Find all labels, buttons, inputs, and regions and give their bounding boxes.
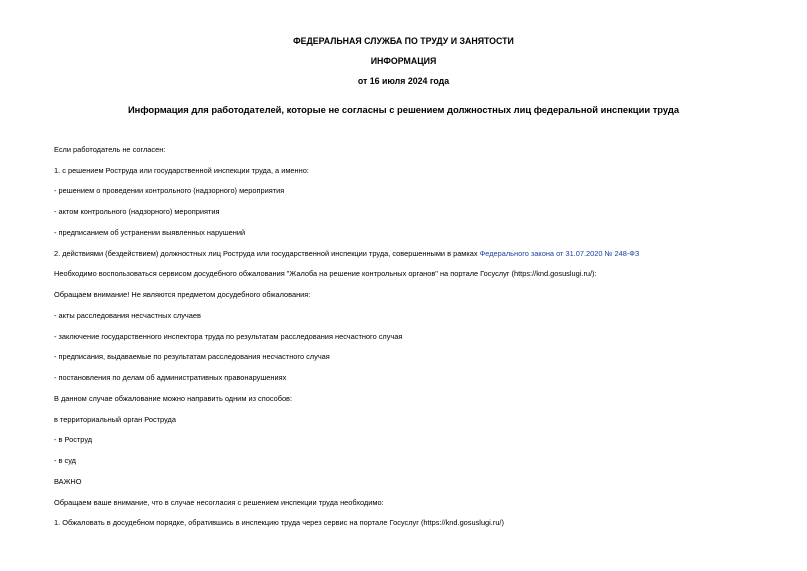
document-type: ИНФОРМАЦИЯ bbox=[370, 56, 437, 66]
list-item: - предписания, выдаваемые по результатам расследования несчастного случая bbox=[54, 352, 330, 361]
paragraph: Если работодатель не согласен: bbox=[54, 145, 166, 154]
paragraph: 1. с решением Роструда или государственной инспекции труда, а именно: bbox=[54, 166, 309, 175]
list-item: в территориальный орган Роструда bbox=[54, 415, 176, 424]
paragraph: Обращаем ваше внимание, что в случае несогласия с решением инспекции труда необходимо: bbox=[54, 498, 384, 507]
document-date: от 16 июля 2024 года bbox=[357, 76, 450, 86]
list-item: - заключение государственного инспектора труда по результатам расследования несчастного случая bbox=[54, 332, 403, 341]
paragraph bbox=[54, 249, 639, 259]
paragraph: Необходимо воспользоваться сервисом досудебного обжалования "Жалоба на решение контрольных органов" на портале Госуслуг (https://knd.gosuslugi.ru/): bbox=[54, 269, 597, 278]
agency-name: ФЕДЕРАЛЬНАЯ СЛУЖБА ПО ТРУДУ И ЗАНЯТОСТИ bbox=[293, 36, 514, 46]
section-label: ВАЖНО bbox=[54, 477, 82, 486]
paragraph: Обращаем внимание! Не являются предметом досудебного обжалования: bbox=[54, 290, 311, 299]
paragraph: 1. Обжаловать в досудебном порядке, обратившись в инспекцию труда через сервис на портале Госуслуг (https://knd.gosuslugi.ru/) bbox=[54, 518, 504, 527]
federal-law-link[interactable]: Федерального закона от 31.07.2020 № 248-ФЗ bbox=[479, 249, 640, 258]
list-item: - актом контрольного (надзорного) мероприятия bbox=[54, 207, 220, 216]
list-item: - предписанием об устранении выявленных нарушений bbox=[54, 228, 246, 237]
list-item: - акты расследования несчастных случаев bbox=[54, 311, 201, 320]
list-item: - в суд bbox=[54, 456, 76, 465]
paragraph-text: 2. действиями (бездействием) должностных лиц Роструда или государственной инспекции труда, совершенными в рамках bbox=[54, 249, 480, 258]
page-title: Информация для работодателей, которые не согласны с решением должностных лиц федеральной инспекции труда bbox=[127, 104, 680, 115]
list-item: - решением о проведении контрольного (надзорного) мероприятия bbox=[54, 186, 285, 195]
list-item: - постановления по делам об административных правонарушениях bbox=[54, 373, 287, 382]
list-item: - в Роструд bbox=[54, 435, 93, 444]
paragraph: В данном случае обжалование можно направить одним из способов: bbox=[54, 394, 293, 403]
